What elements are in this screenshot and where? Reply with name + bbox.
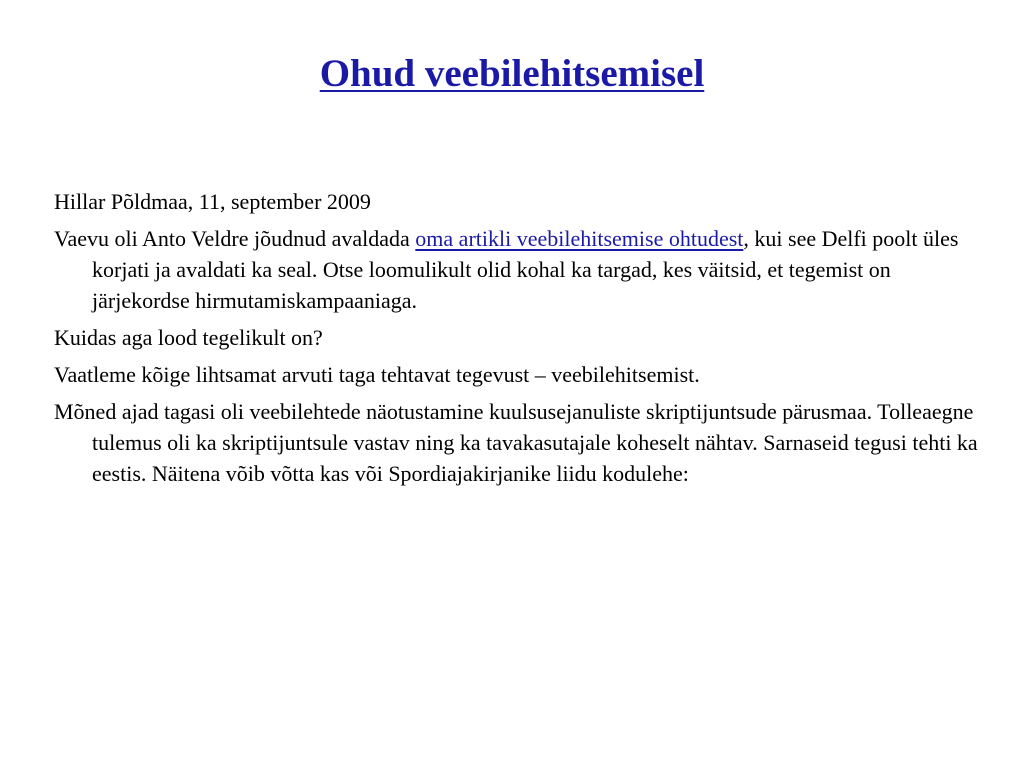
- byline: Hillar Põldmaa, 11, september 2009: [54, 189, 371, 214]
- paragraph-defacement: Mõned ajad tagasi oli veebilehtede näotustamine kuulsusejanuliste skriptijuntsude pärusmaa. Tolleaegne tulemus oli ka skriptijuntsule vastav ning ka tavakasutajale koheselt nähtav. Sarnaseid tegusi tehti ka eestis. Näitena võib võtta kas või Spordiajakirjanike liidu kodulehe:: [54, 399, 978, 486]
- paragraph-question: Kuidas aga lood tegelikult on?: [54, 325, 323, 350]
- paragraph-intro-rest: , kui see Delfi poolt üles korjati ja avaldati ka seal. Otse loomulikult olid kohal ka targad, kes väitsid, et tegemist on järjekordse hirmutamiskampaaniaga.: [92, 226, 959, 313]
- paragraph-intro: [54, 223, 984, 316]
- paragraph-intro-lead: Vaevu oli Anto Veldre jõudnud avaldada: [54, 226, 416, 251]
- article-link[interactable]: oma artikli veebilehitsemise ohtudest: [415, 226, 744, 251]
- slide-title: [0, 44, 1024, 104]
- paragraph-browsing: Vaatleme kõige lihtsamat arvuti taga tehtavat tegevust – veebilehitsemist.: [54, 362, 700, 387]
- title-link[interactable]: Ohud veebilehitsemisel: [319, 52, 705, 95]
- slide-body: [54, 186, 984, 495]
